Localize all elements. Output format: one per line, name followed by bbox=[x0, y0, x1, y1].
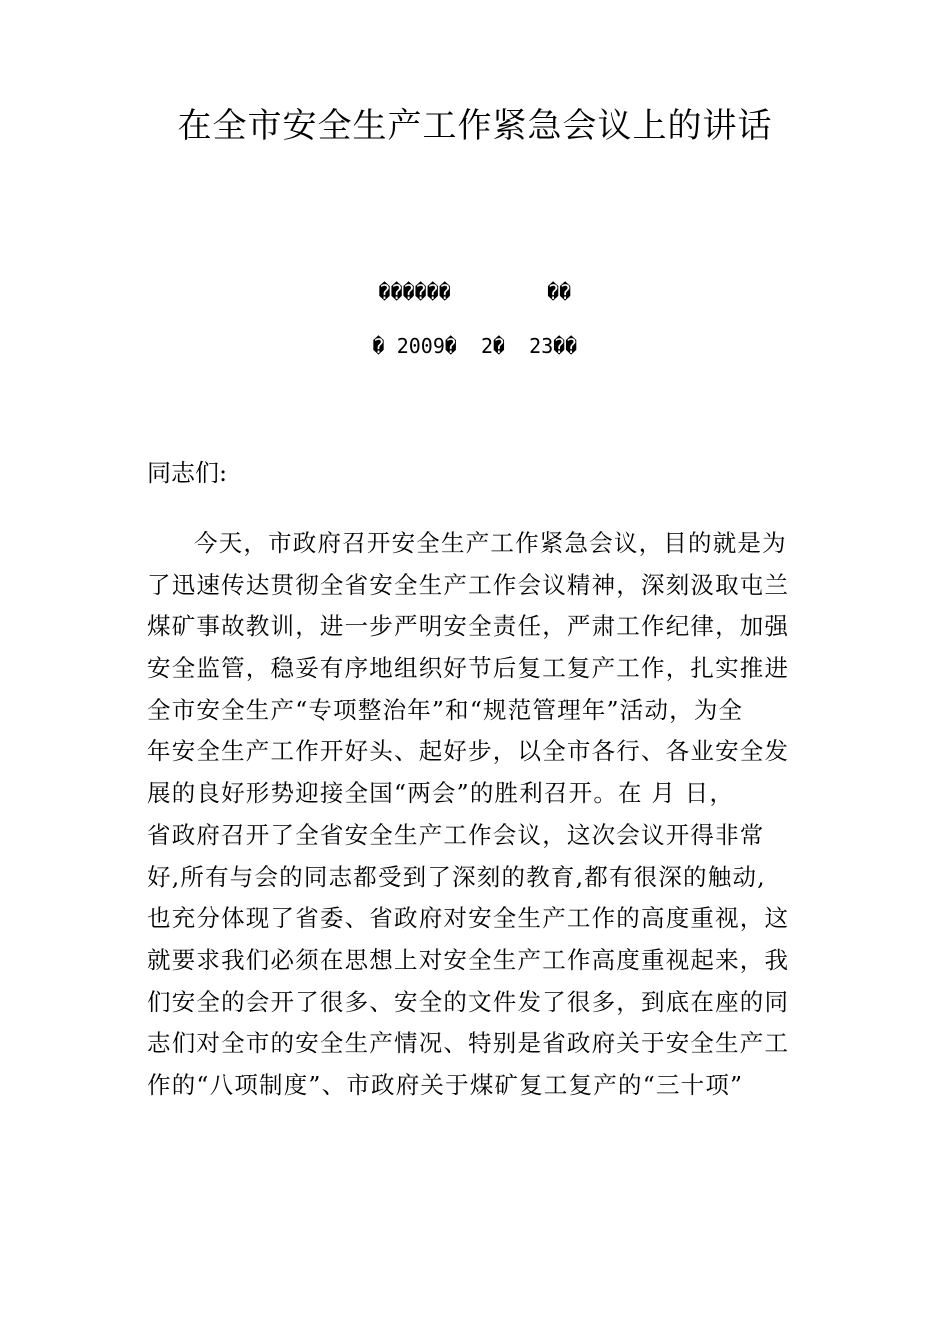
body-line: 安全监管，稳妥有序地组织好节后复工复产工作，扎实推进 bbox=[147, 654, 790, 683]
body-line: 们安全的会开了很多、安全的文件发了很多，到底在座的同 bbox=[147, 987, 790, 1016]
body-line: 了迅速传达贯彻全省安全生产工作会议精神，深刻汲取屯兰 bbox=[147, 570, 790, 599]
salutation: 同志们: bbox=[147, 459, 228, 487]
body-line: 今天，市政府召开安全生产工作紧急会议，目的就是为 bbox=[194, 529, 787, 557]
body-line: 作的“八项制度”、市政府关于煤矿复工复产的“三十项” bbox=[147, 1070, 744, 1099]
speech-body bbox=[147, 526, 807, 1110]
body-line: 就要求我们必须在思想上对安全生产工作高度重视起来，我 bbox=[147, 945, 790, 974]
body-line: 省政府召开了全省安全生产工作会议，这次会议开得非常 bbox=[147, 820, 765, 849]
body-line: 年安全生产工作开好头、起好步，以全市各行、各业安全发 bbox=[147, 737, 790, 766]
body-line: 好,所有与会的同志都受到了深刻的教育,都有很深的触动, bbox=[147, 862, 766, 891]
date-byline: � 2009� 2� 23�� bbox=[372, 334, 578, 358]
body-line: 志们对全市的安全生产情况、特别是省政府关于安全生产工 bbox=[147, 1029, 790, 1058]
body-line: 全市安全生产“专项整治年”和“规范管理年”活动，为全 bbox=[147, 695, 744, 724]
speaker-byline: ������ �� bbox=[378, 280, 572, 304]
document-title: 在全市安全生产工作紧急会议上的讲话 bbox=[177, 106, 773, 146]
body-line: 也充分体现了省委、省政府对安全生产工作的高度重视，这 bbox=[147, 904, 790, 933]
body-line: 展的良好形势迎接全国“两会”的胜利召开。在 月 日， bbox=[147, 779, 735, 808]
body-line: 煤矿事故教训，进一步严明安全责任，严肃工作纪律，加强 bbox=[147, 612, 790, 641]
